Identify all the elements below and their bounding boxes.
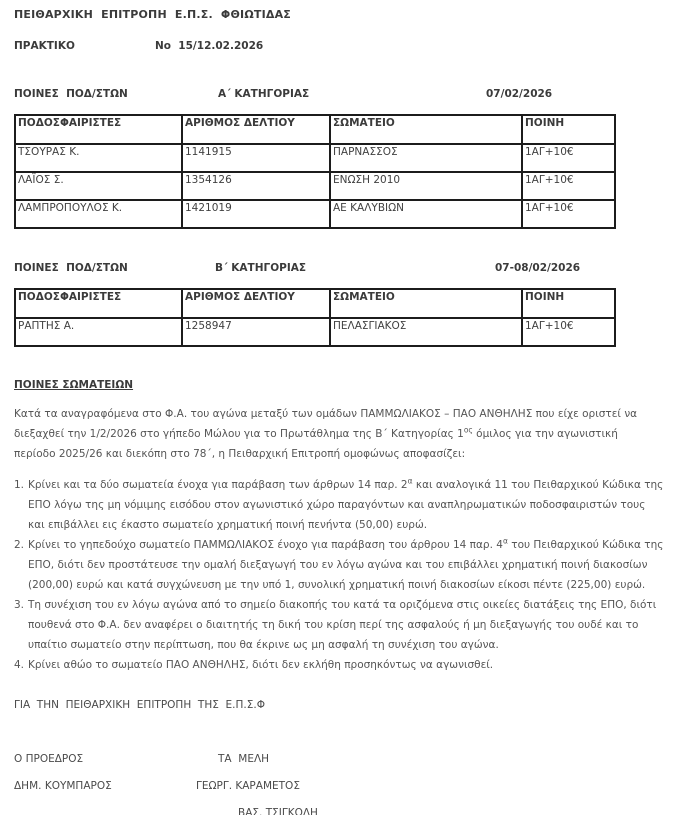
col-header-club: ΣΩΜΑΤΕΙΟ bbox=[330, 289, 522, 318]
decision-text-pre: Κρίνει και τα δύο σωματεία ένοχα για παράβαση των άρθρων 14 παρ. 2 bbox=[28, 478, 408, 491]
signature-roles-line bbox=[14, 753, 650, 767]
member-2-name: ΒΑΣ. ΤΣΙΓΚΟΛΗ bbox=[238, 806, 318, 815]
decision-list bbox=[14, 475, 664, 675]
penalty-value: 1ΑΓ+10€ bbox=[522, 200, 615, 228]
club-penalties-heading: ΠΟΙΝΕΣ ΣΩΜΑΤΕΙΩΝ bbox=[14, 379, 134, 391]
table-row bbox=[15, 144, 615, 172]
decision-item-1 bbox=[14, 475, 664, 535]
table-row bbox=[15, 200, 615, 228]
decision-number: 4. bbox=[14, 658, 25, 671]
minutes-line bbox=[14, 40, 650, 52]
minutes-label: ΠΡΑΚΤΙΚΟ bbox=[14, 40, 75, 52]
table-row bbox=[15, 172, 615, 200]
decision-item-3 bbox=[14, 595, 664, 655]
intro-text-post: όμιλος για την αγωνιστική περίοδο 2025/26 και διεκόπη στο 78΄, η Πειθαρχική Επιτροπή ομοφώνως αποφασίζει: bbox=[14, 428, 618, 460]
decision-number: 3. bbox=[14, 598, 25, 611]
table-b-header-row bbox=[15, 289, 615, 318]
decision-text bbox=[28, 475, 664, 535]
penalty-value: 1ΑΓ+10€ bbox=[522, 172, 615, 200]
table-row bbox=[15, 318, 615, 346]
decision-text-pre: Τη συνέχιση του εν λόγω αγώνα από το σημείο διακοπής του κατά τα οριζόμενα στις οικείες διατάξεις της ΕΠΟ, διότι πουθενά στο Φ.Α. δεν αναφέρει ο διαιτητής τη δική του κρίση περί της ασφαλούς ή μη διεξαγωγής του ουδέ και το υπαίτιο σωματείο στην περίπτωση, που θα έκρινε ως μη ασφαλή τη συνέχιση του αγώνα. bbox=[28, 598, 657, 651]
decision-text-post: του Πειθαρχικού Κώδικα της ΕΠΟ, διότι δεν προστάτευσε την ομαλή διεξαγωγή του εν λόγω αγώνα και του επιβάλλει χρηματική ποινή διακοσίων (200,00) ευρώ και κατά συγχώνευση με την υπό 1, συνολική χρηματική ποινή διακοσίων είκοσι πέντε (225,00) ευρώ. bbox=[28, 538, 664, 591]
members-label: ΤΑ ΜΕΛΗ bbox=[218, 752, 270, 765]
decision-item-4 bbox=[14, 655, 664, 675]
club-name: ΕΝΩΣΗ 2010 bbox=[330, 172, 522, 200]
col-header-club: ΣΩΜΑΤΕΙΟ bbox=[330, 115, 522, 144]
member-1-name: ΓΕΩΡΓ. ΚΑΡΑΜΕΤΟΣ bbox=[196, 779, 300, 792]
penalty-value: 1ΑΓ+10€ bbox=[522, 318, 615, 346]
signature-member2-line bbox=[14, 807, 650, 815]
penalty-value: 1ΑΓ+10€ bbox=[522, 144, 615, 172]
col-header-card-number: ΑΡΙΘΜΟΣ ΔΕΛΤΙΟΥ bbox=[182, 115, 330, 144]
player-name: ΤΣΟΥΡΑΣ Κ. bbox=[15, 144, 182, 172]
club-penalties-intro bbox=[14, 404, 662, 464]
decision-text bbox=[28, 595, 664, 655]
col-header-players: ΠΟΔΟΣΦΑΙΡΙΣΤΕΣ bbox=[15, 115, 182, 144]
decision-text-pre: Κρίνει αθώο το σωματείο ΠΑΟ ΑΝΘΗΛΗΣ, διότι δεν εκλήθη προσηκόντως να αγωνισθεί. bbox=[28, 658, 494, 671]
penalties-table-a bbox=[14, 114, 616, 229]
club-name: ΑΕ ΚΑΛΥΒΙΩΝ bbox=[330, 200, 522, 228]
section-a-category: Α΄ ΚΑΤΗΓΟΡΙΑΣ bbox=[218, 88, 310, 100]
committee-line: ΓΙΑ ΤΗΝ ΠΕΙΘΑΡΧΙΚΗ ΕΠΙΤΡΟΠΗ ΤΗΣ Ε.Π.Σ.Φ bbox=[14, 698, 265, 711]
card-number: 1421019 bbox=[182, 200, 330, 228]
section-b-category: Β΄ ΚΑΤΗΓΟΡΙΑΣ bbox=[215, 262, 307, 274]
section-b-heading bbox=[14, 262, 650, 276]
decision-number: 1. bbox=[14, 478, 25, 491]
col-header-players: ΠΟΔΟΣΦΑΙΡΙΣΤΕΣ bbox=[15, 289, 182, 318]
decision-text bbox=[28, 655, 664, 675]
club-name: ΠΕΛΑΣΓΙΑΚΟΣ bbox=[330, 318, 522, 346]
club-name: ΠΑΡΝΑΣΣΟΣ bbox=[330, 144, 522, 172]
decision-superscript: α bbox=[407, 476, 413, 485]
decision-item-2 bbox=[14, 535, 664, 595]
table-a-header-row bbox=[15, 115, 615, 144]
intro-superscript: ος bbox=[463, 425, 473, 435]
intro-text-pre: Κατά τα αναγραφόμενα στο Φ.Α. του αγώνα μεταξύ των ομάδων ΠΑΜΜΩΛΙΑΚΟΣ – ΠΑΟ ΑΝΘΗΛΗΣ που είχε οριστεί να διεξαχθεί την 1/2/2026 στο γήπεδο Μώλου για το Πρωτάθλημα της Β΄ Κατηγορίας 1 bbox=[14, 408, 638, 440]
page-title: ΠΕΙΘΑΡΧΙΚΗ ΕΠΙΤΡΟΠΗ Ε.Π.Σ. ΦΘΙΩΤΙΔΑΣ bbox=[14, 8, 292, 21]
col-header-penalty: ΠΟΙΝΗ bbox=[522, 115, 615, 144]
col-header-card-number: ΑΡΙΘΜΟΣ ΔΕΛΤΙΟΥ bbox=[182, 289, 330, 318]
card-number: 1258947 bbox=[182, 318, 330, 346]
player-name: ΡΑΠΤΗΣ Α. bbox=[15, 318, 182, 346]
decision-number: 2. bbox=[14, 538, 25, 551]
decision-text bbox=[28, 535, 664, 595]
section-a-heading bbox=[14, 88, 650, 102]
section-b-label: ΠΟΙΝΕΣ ΠΟΔ/ΣΤΩΝ bbox=[14, 262, 128, 274]
section-b-date: 07-08/02/2026 bbox=[495, 262, 581, 274]
card-number: 1354126 bbox=[182, 172, 330, 200]
signature-names-line bbox=[14, 780, 650, 794]
section-a-date: 07/02/2026 bbox=[486, 88, 553, 100]
player-name: ΛΑΪΟΣ Σ. bbox=[15, 172, 182, 200]
minutes-number: No 15/12.02.2026 bbox=[155, 40, 264, 52]
president-name: ΔΗΜ. ΚΟΥΜΠΑΡΟΣ bbox=[14, 779, 112, 792]
player-name: ΛΑΜΠΡΟΠΟΥΛΟΣ Κ. bbox=[15, 200, 182, 228]
col-header-penalty: ΠΟΙΝΗ bbox=[522, 289, 615, 318]
decision-text-post: και αναλογικά 11 του Πειθαρχικού Κώδικα της ΕΠΟ λόγω της μη νόμιμης εισόδου στον αγωνιστικό χώρο παραγόντων και αναπληρωματικών ποδοσφαιριστών τους και επιβάλλει εις έκαστο σωματείο χρηματική ποινή πενήντα (50,00) ευρώ. bbox=[28, 478, 664, 531]
decision-text-pre: Κρίνει το γηπεδούχο σωματείο ΠΑΜΜΩΛΙΑΚΟΣ ένοχο για παράβαση του άρθρου 14 παρ. 4 bbox=[28, 538, 503, 551]
section-a-label: ΠΟΙΝΕΣ ΠΟΔ/ΣΤΩΝ bbox=[14, 88, 128, 100]
president-label: Ο ΠΡΟΕΔΡΟΣ bbox=[14, 752, 84, 765]
penalties-table-b bbox=[14, 288, 616, 347]
card-number: 1141915 bbox=[182, 144, 330, 172]
decision-superscript: α bbox=[502, 536, 508, 545]
